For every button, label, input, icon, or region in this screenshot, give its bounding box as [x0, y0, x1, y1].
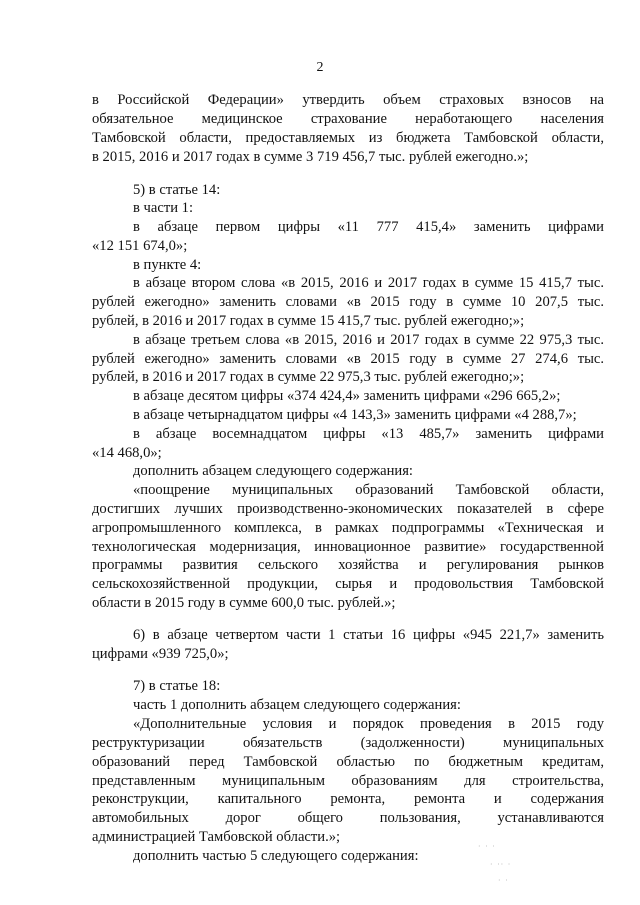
text-line: в части 1:	[133, 200, 194, 216]
text-line: рублей ежегодно» заменить словами «в 2015 году в сумме 10 207,5 тыс.	[92, 294, 604, 310]
text-line: рублей, в 2016 и 2017 годах в сумме 15 415,7 тыс. рублей ежегодно;»;	[92, 313, 525, 329]
text-line: в пункте 4:	[133, 257, 202, 273]
text-line: автомобильных дорог общего пользования, устанавливаются	[92, 810, 604, 826]
text-line: обязательное медицинское страхование неработающего населения	[92, 111, 604, 127]
text-line: часть 1 дополнить абзацем следующего содержания:	[133, 697, 461, 713]
text-line: области в 2015 году в сумме 600,0 тыс. рублей.»;	[92, 595, 396, 611]
text-line: 7) в статье 18:	[133, 678, 221, 694]
text-line: в абзаце десятом цифры «374 424,4» заменить цифрами «296 665,2»;	[133, 388, 561, 404]
text-line: «Дополнительные условия и порядок проведения в 2015 году	[133, 716, 604, 732]
text-line: «12 151 674,0»;	[92, 238, 188, 254]
text-line: рублей ежегодно» заменить словами «в 2015 году в сумме 27 274,6 тыс.	[92, 351, 604, 367]
text-line: 5) в статье 14:	[133, 182, 221, 198]
text-line: в абзаце втором слова «в 2015, 2016 и 2017 годах в сумме 15 415,7 тыс.	[133, 275, 604, 291]
text-line: в абзаце первом цифры «11 777 415,4» заменить цифрами	[133, 219, 604, 235]
text-line: 6) в абзаце четвертом части 1 статьи 16 цифры «945 221,7» заменить	[133, 627, 604, 643]
text-line: агропромышленного комплекса, в рамках подпрограммы «Техническая и	[92, 520, 604, 536]
text-line: в Российской Федерации» утвердить объем страховых взносов на	[92, 92, 604, 108]
text-line: реструктуризации обязательств (задолженности) муниципальных	[92, 735, 604, 751]
text-line: цифрами «939 725,0»;	[92, 646, 229, 662]
text-line: дополнить частью 5 следующего содержания:	[133, 848, 419, 864]
scan-artifact: · ·· ·	[490, 860, 512, 869]
text-line: в абзаце третьем слова «в 2015, 2016 и 2017 годах в сумме 22 975,3 тыс.	[133, 332, 604, 348]
text-line: дополнить абзацем следующего содержания:	[133, 463, 413, 479]
text-line: Тамбовской области, предоставляемых из бюджета Тамбовской области,	[92, 130, 604, 146]
text-line: в 2015, 2016 и 2017 годах в сумме 3 719 456,7 тыс. рублей ежегодно.»;	[92, 149, 529, 165]
text-line: сельскохозяйственной продукции, сырья и продовольствия Тамбовской	[92, 576, 604, 592]
text-line: технологическая модернизация, инновационное развитие» государственной	[92, 539, 604, 555]
text-line: достигших лучших производственно-экономических показателей в сфере	[92, 501, 604, 517]
text-line: в абзаце восемнадцатом цифры «13 485,7» заменить цифрами	[133, 426, 604, 442]
text-line: программы развития сельского хозяйства и регулирования рынков	[92, 557, 604, 573]
text-line: в абзаце четырнадцатом цифры «4 143,3» заменить цифрами «4 288,7»;	[133, 407, 577, 423]
scan-artifact: · ·	[498, 876, 509, 885]
text-line: образований перед Тамбовской областью по бюджетным кредитам,	[92, 754, 604, 770]
text-line: «14 468,0»;	[92, 445, 162, 461]
scan-artifact: · · ·	[478, 842, 496, 851]
page-number: 2	[316, 60, 324, 75]
text-line: рублей, в 2016 и 2017 годах в сумме 22 975,3 тыс. рублей ежегодно;»;	[92, 369, 525, 385]
text-line: «поощрение муниципальных образований Тамбовской области,	[133, 482, 604, 498]
text-line: реконструкции, капитального ремонта, ремонта и содержания	[92, 791, 604, 807]
text-line: администрацией Тамбовской области.»;	[92, 829, 341, 845]
text-line: представленным муниципальным образованиям для строительства,	[92, 773, 604, 789]
